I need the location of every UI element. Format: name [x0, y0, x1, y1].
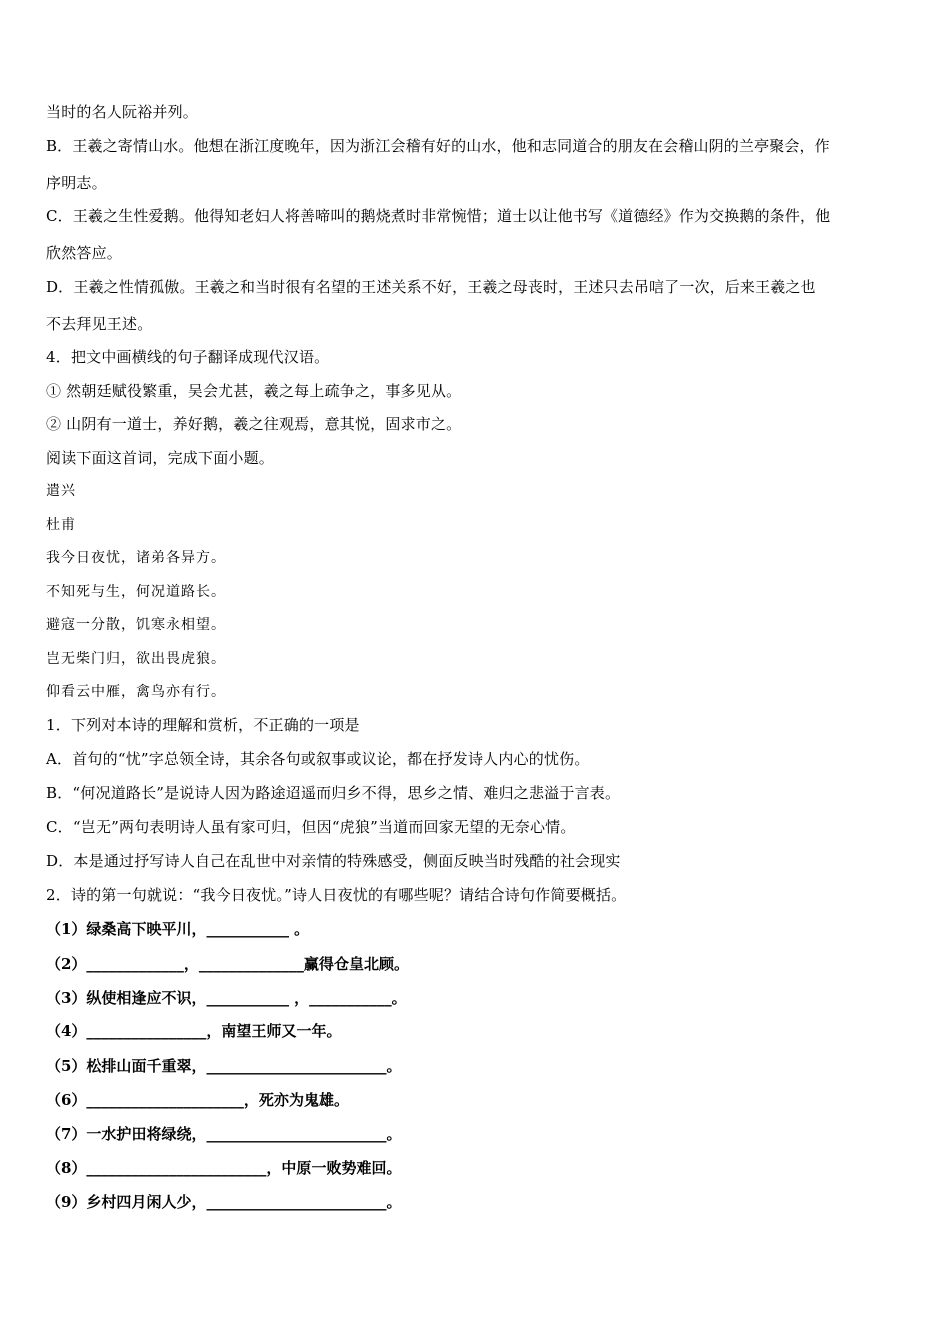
poem-author: 杜甫: [46, 517, 76, 533]
fill-blank-item: （4）________________，南望王师又一年。: [46, 1022, 342, 1040]
fill-blank-item: （2）_____________，______________赢得仓皇北顾。: [46, 955, 409, 973]
poem-verse: 岂无柴门归，欲出畏虎狼。: [46, 651, 226, 667]
text-line: 欣然答应。: [46, 244, 123, 262]
poem-verse: 避寇一分散，饥寒永相望。: [46, 617, 226, 633]
fill-blank-item: （5）松排山面千重翠，________________________。: [46, 1057, 402, 1075]
question-1-option-c: C．“岂无”两句表明诗人虽有家可归，但因“虎狼”当道而回家无望的无奈心情。: [46, 818, 576, 836]
fill-blank-item: （3）纵使相逢应不识，___________ ，___________。: [46, 989, 407, 1007]
question-1-option-a: A．首句的“忧”字总领全诗，其余各句或叙事或议论，都在抒发诗人内心的忧伤。: [46, 750, 590, 768]
text-line: 不去拜见王述。: [46, 315, 153, 333]
text-line: 当时的名人阮裕并列。: [46, 103, 199, 121]
option-b-line: B．王羲之寄情山水。他想在浙江度晚年，因为浙江会稽有好的山水，他和志同道合的朋友在会稽山阴的兰亭聚会，作: [46, 137, 830, 155]
text-line: 序明志。: [46, 174, 107, 192]
translation-item-2: ② 山阴有一道士，养好鹅，羲之往观焉，意其悦，固求市之。: [46, 415, 462, 433]
poem-verse: 仰看云中雁，禽鸟亦有行。: [46, 684, 226, 700]
poem-verse: 我今日夜忧，诸弟各异方。: [46, 550, 226, 566]
option-d-line: D．王羲之性情孤傲。王羲之和当时很有名望的王述关系不好，王羲之母丧时，王述只去吊唁了一次，后来王羲之也: [46, 278, 816, 296]
fill-blank-item: （9）乡村四月闲人少，________________________。: [46, 1193, 402, 1211]
fill-blank-item: （8）________________________，中原一败势难回。: [46, 1159, 402, 1177]
reading-instruction: 阅读下面这首词，完成下面小题。: [46, 449, 275, 467]
option-c-line: C．王羲之生性爱鹅。他得知老妇人将善啼叫的鹅烧煮时非常惋惜；道士以让他书写《道德经》作为交换鹅的条件，他: [46, 207, 831, 225]
fill-blank-item: （6）_____________________，死亦为鬼雄。: [46, 1091, 349, 1109]
question-1-option-d: D．本是通过抒写诗人自己在乱世中对亲情的特殊感受，侧面反映当时残酷的社会现实: [46, 852, 621, 870]
translation-item-1: ① 然朝廷赋役繁重，吴会尤甚，羲之每上疏争之，事多见从。: [46, 382, 462, 400]
poem-title: 遣兴: [46, 483, 76, 499]
question-1-heading: 1．下列对本诗的理解和赏析，不正确的一项是: [46, 716, 360, 734]
fill-blank-item: （1）绿桑高下映平川，___________ 。: [46, 920, 310, 938]
poem-verse: 不知死与生，何况道路长。: [46, 584, 226, 600]
question-2-heading: 2．诗的第一句就说：“我今日夜忧。”诗人日夜忧的有哪些呢？请结合诗句作简要概括。: [46, 886, 627, 904]
question-4-heading: 4．把文中画横线的句子翻译成现代汉语。: [46, 348, 330, 366]
fill-blank-item: （7）一水护田将绿绕，________________________。: [46, 1125, 402, 1143]
question-1-option-b: B．“何况道路长”是说诗人因为路途迢遥而归乡不得，思乡之情、难归之悲溢于言表。: [46, 784, 621, 802]
